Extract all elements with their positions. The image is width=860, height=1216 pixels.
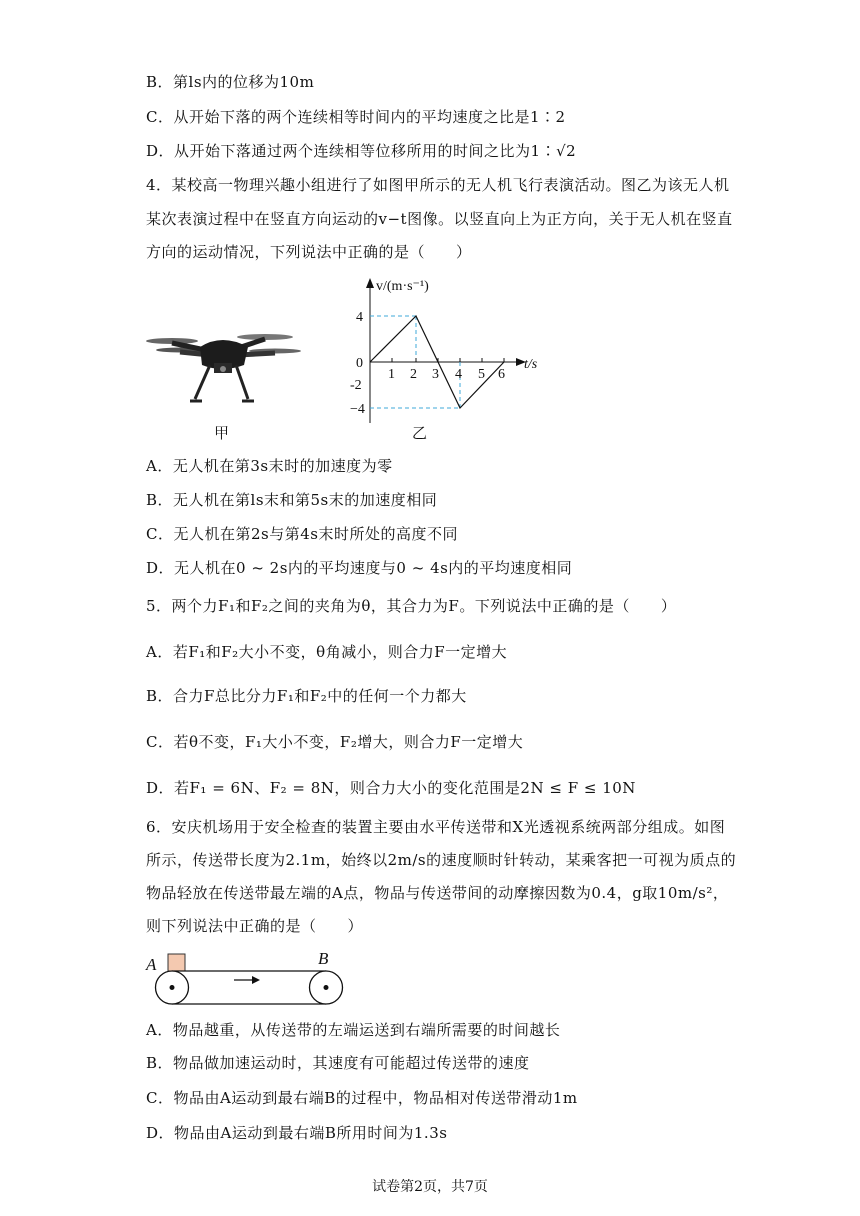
y-tick-label: −4 (350, 402, 365, 417)
option-text: C．物品由A运动到最右端B的过程中，物品相对传送带滑动1m (146, 1089, 578, 1107)
option-text: B．第ls内的位移为10m (146, 73, 315, 91)
question-6-stem: 物品轻放在传送带最左端的A点，物品与传送带间的动摩擦因数为0.4，g取10m/s²， (146, 884, 729, 902)
drone-image (140, 325, 305, 415)
question-6-stem: 所示，传送带长度为2.1m，始终以2m/s的速度顺时针转动，某乘客把一可视为质点的 (146, 851, 737, 869)
conveyor-belt-diagram (144, 946, 354, 1010)
x-tick-label: 1 (388, 367, 395, 382)
question-4-stem: 4．某校高一物理兴趣小组进行了如图甲所示的无人机飞行表演活动。图乙为该无人机 (146, 176, 730, 194)
option-text: D．从开始下落通过两个连续相等位移所用的时间之比为1∶√2 (146, 142, 577, 160)
option-text: B．无人机在第ls末和第5s末的加速度相同 (146, 491, 438, 509)
question-5-stem: 5．两个力F₁和F₂之间的夹角为θ，其合力为F。下列说法中正确的是（ ） (146, 597, 677, 615)
question-6-stem: 则下列说法中正确的是（ ） (146, 917, 364, 935)
point-b-label: B (318, 949, 329, 968)
figure-label-yi: 乙 (412, 424, 428, 442)
question-6-stem: 6．安庆机场用于安全检查的装置主要由水平传送带和X光透视系统两部分组成。如图 (146, 818, 726, 836)
question-4-stem: 某次表演过程中在竖直方向运动的v−t图像。以竖直向上为正方向，关于无人机在竖直 (146, 210, 733, 228)
x-tick-label: 4 (455, 367, 462, 382)
question-4-stem: 方向的运动情况，下列说法中正确的是（ ） (146, 243, 472, 261)
option-text: A．物品越重，从传送带的左端运送到右端所需要的时间越长 (146, 1021, 561, 1039)
x-axis-label: t/s (524, 357, 538, 372)
x-tick-label: 3 (432, 367, 439, 382)
x-tick-label: 2 (410, 367, 417, 382)
x-tick-label: 6 (498, 367, 505, 382)
option-text: C．若θ不变，F₁大小不变，F₂增大，则合力F一定增大 (146, 733, 524, 751)
x-tick-label: 5 (478, 367, 485, 382)
y-tick-label: 4 (356, 310, 363, 325)
option-text: C．从开始下落的两个连续相等时间内的平均速度之比是1∶2 (146, 108, 566, 126)
option-text: A．无人机在第3s末时的加速度为零 (146, 457, 393, 475)
option-text: B．合力F总比分力F₁和F₂中的任何一个力都大 (146, 687, 467, 705)
vt-graph (330, 268, 560, 433)
option-text: B．物品做加速运动时，其速度有可能超过传送带的速度 (146, 1054, 530, 1072)
y-tick-label: -2 (350, 378, 362, 393)
option-text: D．无人机在0 ~ 2s内的平均速度与0 ~ 4s内的平均速度相同 (146, 559, 573, 577)
y-tick-label: 0 (356, 356, 363, 371)
option-text: A．若F₁和F₂大小不变，θ角减小，则合力F一定增大 (146, 643, 508, 661)
page-footer: 试卷第2页，共7页 (372, 1179, 488, 1195)
point-a-label: A (146, 955, 157, 974)
option-text: D．物品由A运动到最右端B所用时间为1.3s (146, 1124, 448, 1142)
y-axis-label: v/(m·s⁻¹) (376, 279, 429, 294)
figure-label-jia: 甲 (214, 424, 230, 442)
option-text: D．若F₁ = 6N、F₂ = 8N，则合力大小的变化范围是2N ≤ F ≤ 10N (146, 779, 636, 797)
option-text: C．无人机在第2s与第4s末时所处的高度不同 (146, 525, 458, 543)
